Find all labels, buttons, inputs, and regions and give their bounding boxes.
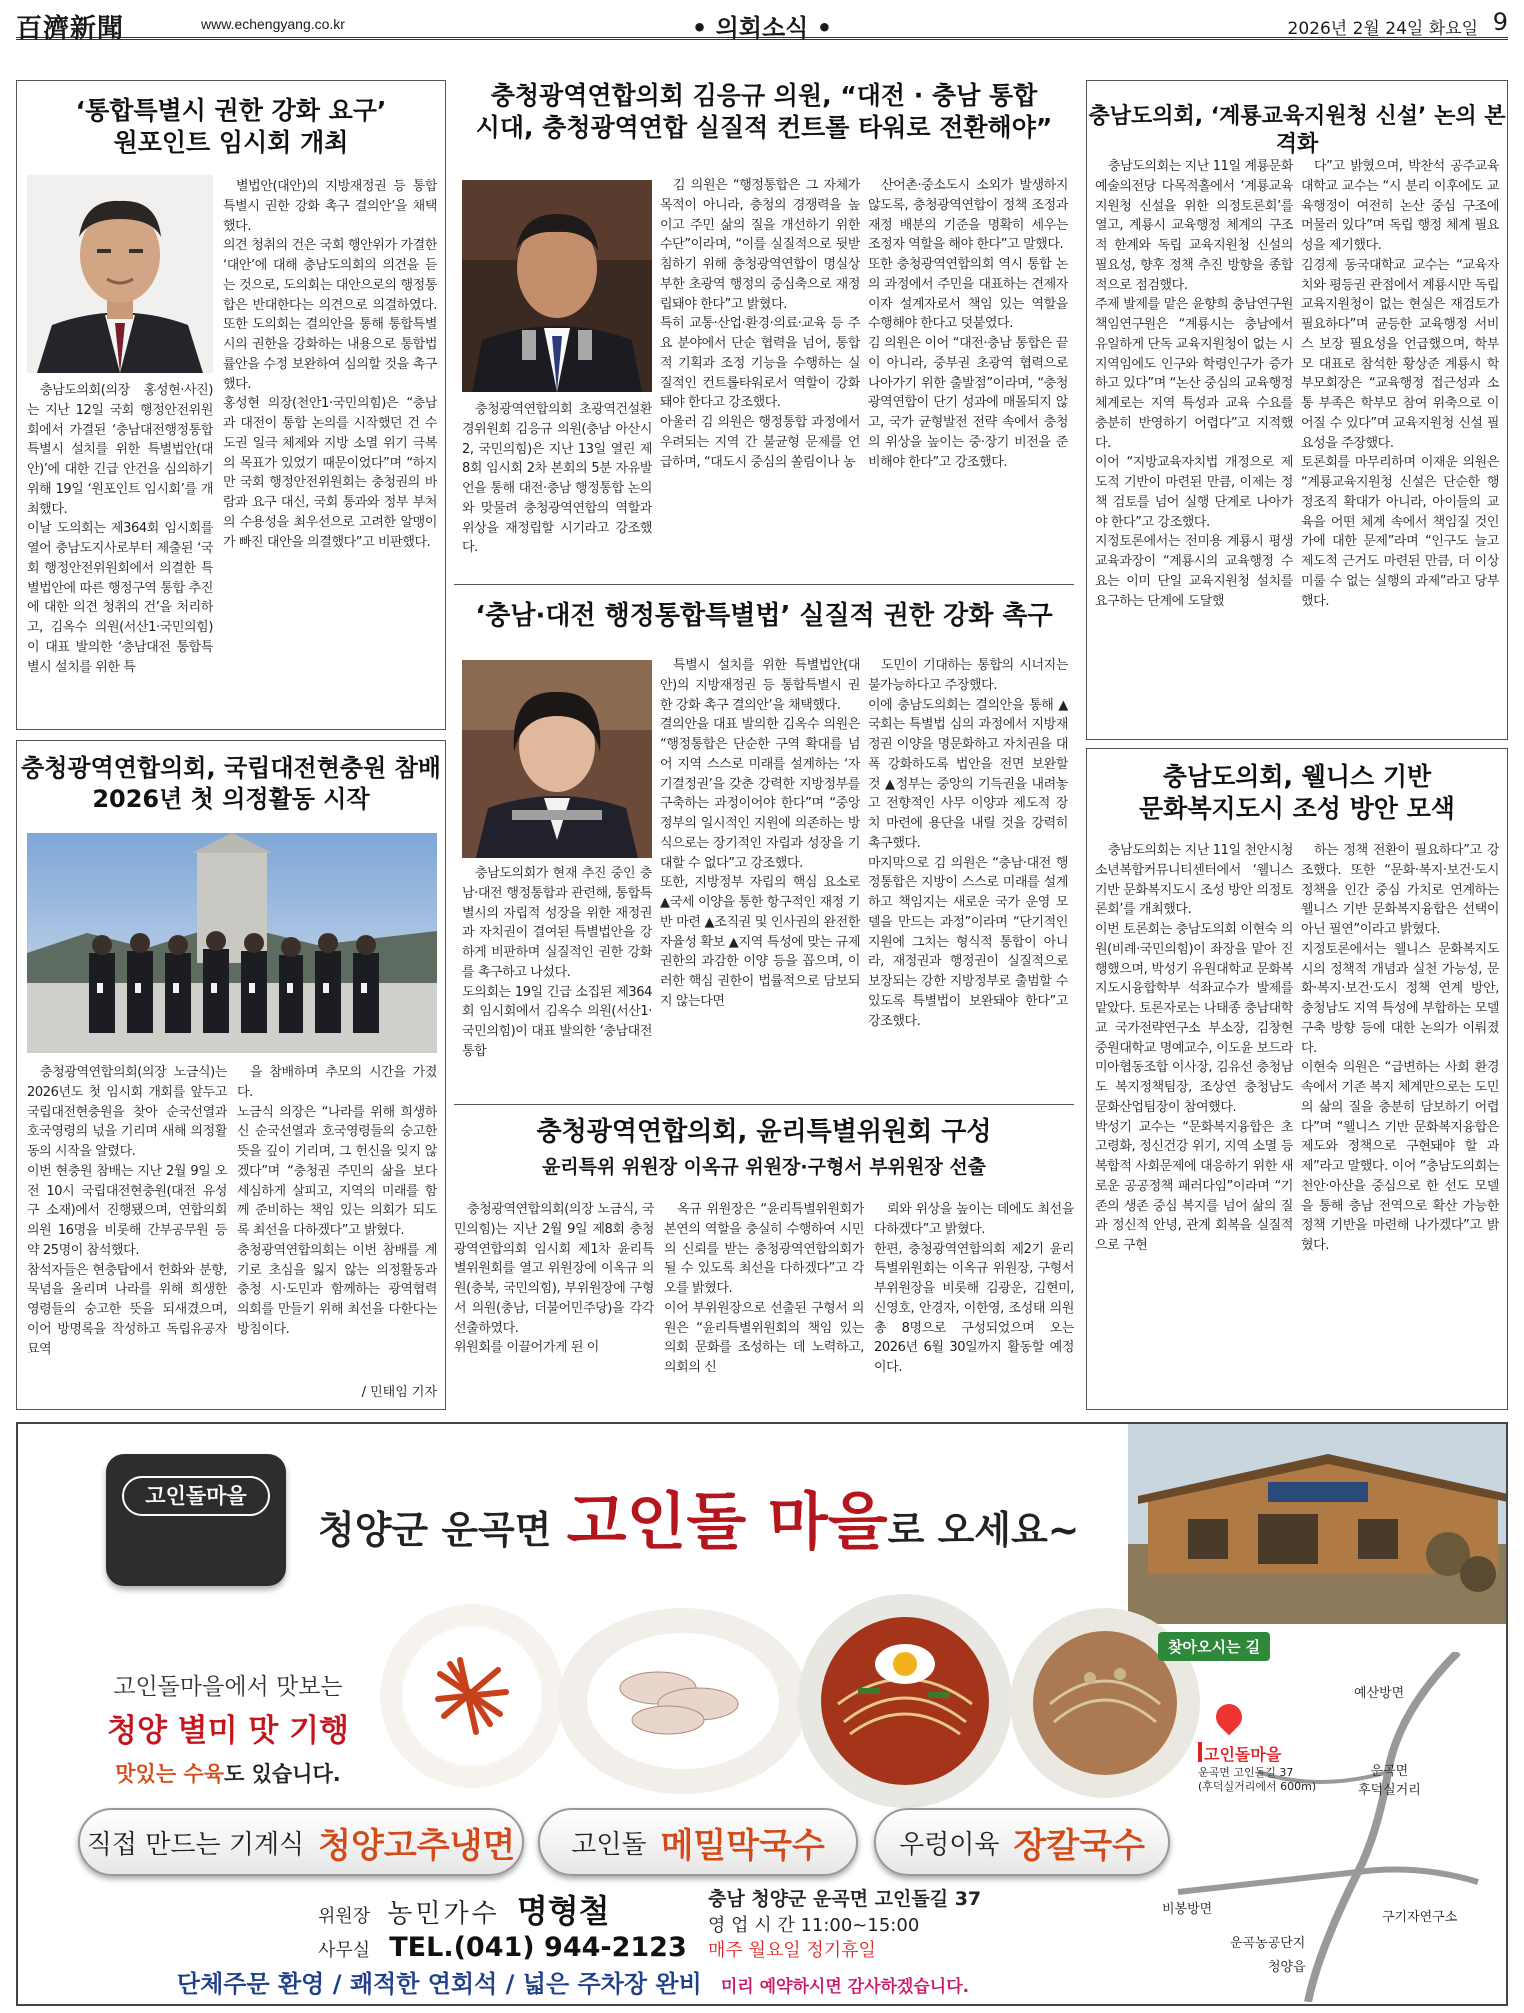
article-title: 충청광역연합의회 김응규 의원, “대전 · 충남 통합 시대, 충청광역연합 실질적 컨트롤 타워로 전환해야” (475, 81, 1053, 142)
article-kim-eung-kyu (454, 72, 1074, 582)
map-label: 청양읍 (1268, 1960, 1306, 1975)
divider (454, 584, 1074, 585)
owner-info: 위원장 농민가수 명형철 (318, 1892, 610, 1930)
newspaper-logo: 百濟新聞 (16, 14, 125, 44)
dish-cold-noodles (798, 1594, 1012, 1808)
restaurant-building-photo (1128, 1424, 1508, 1624)
village-stamp-logo (106, 1454, 286, 1586)
page-header (16, 6, 1508, 44)
menu-item-buckwheat: 고인돌 메밀막국수 (538, 1808, 858, 1876)
article-column-1: 충남도의회(의장 홍성현·사진)는 지난 12일 국회 행정안전위원회에서 가결된 ‘충남대전행정통합특별시 설치를 위한 특별법안(대안)’에 대한 긴급 안건을 심의하기 위해 19일 ‘원포인트 임시회’를 개최했다. 이날 도의회는 제364회 임시회를 열어 충남도지사로부터 제출된 ‘국회 행정안전위원회에서 의결한 특별법안에 따른 행정구역 통합 추진에 대한 의견 청취의 건’을 처리하고, 김옥수 의원(서산1·국민의힘)이 대표 발의한 ‘충남대전 통합특별시 설치를 위한 특 (27, 383, 213, 675)
article-column-1: 충청광역연합의회(의장 노금식)는 2026년도 첫 임시회 개회를 앞두고 국립대전현충원을 찾아 순국선열과 호국영령의 넋을 기리며 새해 의정활동의 시작을 알렸다. 이번 현충원 참배는 지난 2월 9일 오전 10시 국립대전현충원(대전 유성구 소재)에서 진행됐으며, 연합의회 의원 16명을 비롯해 간부공무원 등 약 25명이 참석했다. 참석자들은 현충탑에서 헌화와 분향, 묵념을 올리며 나라를 위해 희생한 영령들의 숭고한 뜻을 되새겼으며, 이어 방명록을 작성하고 독립유공자 묘역 (27, 1065, 227, 1357)
article-column-1: 김 의원은 “행정통합은 그 자체가 목적이 아니라, 충청의 경쟁력을 높이고 주민 삶의 질을 개선하기 위한 수단”이라며, “이를 실질적으로 뒷받침하기 위해 충청광역연합이 명실상부한 초광역 행정의 중심축으로 재정립돼야 한다”고 밝혔다. 특히 교통·산업·환경·의료·교육 등 주요 분야에서 단순 협력을 넘어, 통합적 기획과 조정 기능을 수행하는 실질적인 컨트롤타워로서 역할이 강화돼야 한다고 강조했다. 아울러 김 의원은 행정통합 과정에서 우려되는 지역 간 불균형 문제를 언급하며, “대도시 중심의 쏠림이나 농 (660, 178, 860, 470)
stamp-text: 고인돌마을 (122, 1476, 270, 1516)
article-column-1: 충청광역연합의회(의장 노금식, 국민의힘)는 지난 2월 9일 제8회 충청광역연합의회 임시회 제1차 윤리특별위원회를 열고 위원장에 이옥규 의원(충북, 국민의힘), 부위원장에 구형서 의원(충남, 더불어민주당)을 각각 선출하였다. 위원회를 이끌어가게 된 이 (454, 1202, 654, 1356)
article-title: ‘충남·대전 행정통합특별법’ 실질적 권한 강화 촉구 (475, 601, 1053, 631)
page-number: 9 (1492, 8, 1508, 36)
ad-headline (318, 1472, 1080, 1561)
article-column-3: 뢰와 위상을 높이는 데에도 최선을 다하겠다”고 밝혔다. 한편, 충청광역연합의회 제2기 윤리특별위원회는 이옥규 위원장, 구형서 부위원장을 비롯해 김광운, 김현미, 신영호, 안경자, 이한영, 조성태 의원 총 8명으로 구성되었으며 오는 2026년 6월 30일까지 활동할 예정이다. (874, 1202, 1074, 1375)
article-title: ‘통합특별시 권한 강화 요구’ 원포인트 임시회 개최 (75, 96, 387, 157)
section-title: • 의회소식 • (691, 14, 833, 42)
byline: / 민태임 기자 (361, 1385, 437, 1400)
article-subtitle: 윤리특위 위원장 이옥규 위원장·구형서 부위원장 선출 (541, 1156, 987, 1179)
article-column-2: 옥규 위원장은 “윤리특별위원회가 본연의 역할을 충실히 수행하여 시민의 신뢰를 받는 충청광역연합의회가 될 수 있도록 최선을 다하겠다”고 각오를 밝혔다. 이어 부위원장으로 선출된 구형서 의원은 “윤리특별위원회의 책임 있는 의회 문화를 조성하는 데 노력하고, 의회의 신 (664, 1202, 864, 1375)
article-title: 충남도의회, ‘계룡교육지원청 신설’ 논의 본격화 (1088, 104, 1506, 158)
map-label: 비봉방면 (1162, 1902, 1213, 1917)
menu-item-cold-noodles: 직접 만드는 기계식 청양고추냉면 (78, 1808, 524, 1876)
office-phone: 사무실 TEL.(041) 944-2123 (318, 1932, 687, 1963)
map-address: 운곡면 고인돌길 37 (후덕실거리에서 600m) (1198, 1766, 1317, 1794)
map-place: 고인돌마을 (1204, 1745, 1282, 1764)
article-column-2: 을 참배하며 추모의 시간을 가졌다. 노금식 의장은 “나라를 위해 희생하신 순국선열과 호국영령들의 숭고한 뜻을 깊이 기리며, 그 헌신을 잊지 않겠다”며 “충청권 주민의 삶을 보다 세심하게 살피고, 지역의 미래를 함께 준비하는 책임 있는 의회가 되도록 최선을 다하겠다”고 밝혔다. 충청광역연합의회는 이번 참배를 계기로 초심을 잃지 않는 의정활동과 충청 시·도민과 함께하는 광역협력 의회를 만들기 위해 최선을 다한다는 방침이다. (237, 1065, 437, 1337)
article-gyeryong-education (1086, 80, 1508, 740)
site-url[interactable]: www.echengyang.co.kr (201, 16, 345, 32)
article-column-1: 특별시 설치를 위한 특별법안(대안)의 지방재정권 등 통합특별시 권한 강화 촉구 결의안’을 채택했다. 결의안을 대표 발의한 김옥수 의원은 “행정통합은 단순한 구역 확대를 넘어 지역 스스로 미래를 설계하는 ‘자기결정권’을 갖춘 강력한 지방정부를 구축하는 과정이어야 한다”며 “중앙정부의 일시적인 지원에 의존하는 방식으로는 장기적인 자립과 성장을 기대할 수 없다”고 강조했다. 또한, 지방정부 자립의 핵심 요소로 ▲국세 이양을 통한 항구적인 재정 기반 마련 ▲조직권 및 인사권의 완전한 자율성 확보 ▲지역 특성에 맞는 규제 권한의 과감한 이양 등을 꼽으며, 이러한 핵심 권한이 법률적으로 담보되지 않는다면 (660, 658, 860, 1009)
issue-date: 2026년 2월 24일 화요일 (1287, 19, 1478, 39)
article-column-2: 별법안(대안)의 지방재정권 등 통합특별시 권한 강화 촉구 결의안’을 채택했다. 의견 청취의 건은 국회 행안위가 가결한 ‘대안’에 대해 충남도의회의 의견을 듣는 것으로, 도의회는 대안으로의 행정통합은 반대한다는 의견으로 의결하였다. 또한 도의회는 결의안을 통해 통합특별시의 권한을 강화하는 내용으로 통합법률안을 수정 보완하여 심의할 것을 촉구했다. 홍성현 의장(천안1·국민의힘)은 “충남과 대전이 통합 논의를 시작했던 건 수도권 일극 체제와 지방 소멸 위기 극복의 목표가 있었기 때문이었다”며 “하지만 국회 행정안전위원회는 충청권의 바람과 요구 대신, 국회 통과와 정부 부처의 수용성을 최우선으로 고려한 알맹이가 빠진 대안을 의결했다”고 비판했다. (223, 179, 437, 550)
photo-caption: 충남도의회가 현재 추진 중인 충남·대전 행정통합과 관련해, 통합특별시의 자립적 성장을 위한 재정권과 자치권이 결여된 특별법안을 강하게 비판하며 실질적인 권한 강화를 촉구하고 나섰다. 도의회는 19일 긴급 소집된 제364회 임시회에서 김옥수 의원(서산1·국민의힘)이 대표 발의한 ‘충남대전통합 (462, 866, 652, 1059)
map-label: 운곡면 후덕실거리 (1358, 1764, 1421, 1798)
headline-main: 고인돌 마을 (566, 1485, 888, 1558)
dish-boiled-pork (558, 1608, 808, 1794)
article-ethics-committee (454, 1110, 1074, 1410)
directions-map (1158, 1632, 1498, 2002)
article-title: 충청광역연합의회, 윤리특별위원회 구성 (536, 1117, 992, 1147)
portrait-photo-kim-eung-kyu (462, 180, 652, 392)
portrait-photo-hong (27, 175, 213, 373)
map-label: 구기자연구소 (1382, 1910, 1458, 1925)
article-column-2: 하는 정책 전환이 필요하다”고 강조했다. 또한 “문화·복지·보건·도시 정책을 인간 중심 가치로 연계하는 웰니스 기반 문화복지융합은 선택이 아닌 필연”이라고 밝혔다. 지정토론에서는 웰니스 문화복지도시의 정책적 개념과 실천 가능성, 문화·복지·보건·도시 정책 연계 방안, 충청남도 지역 특성에 부합하는 모델 구축 방향 등에 대한 논의가 이뤄졌다. 이현숙 의원은 “급변하는 사회 환경 속에서 기존 복지 체계만으로는 도민의 삶의 질을 충분히 담보하기 어렵다”며 “웰니스 기반 문화복지융합은 제도와 정책으로 구현돼야 할 과제”라고 말했다. 이어 “충남도의회는 천안·아산을 중심으로 한 선도 모델을 통해 충남 전역으로 확산 가능한 정책 기반을 마련해 나가겠다”고 밝혔다. (1301, 843, 1499, 1253)
article-column-1: 충남도의회는 지난 11일 천안시청소년복합커뮤니티센터에서 ‘웰니스 기반 문화복지도시 조성 방안 의정토론회’를 개최했다. 이번 토론회는 충남도의회 이현숙 의원(비례·국민의힘)이 좌장을 맡아 진행했으며, 박성기 유원대학교 문화복지도시융합학부 석좌교수가 발제를 맡았다. 토론자로는 나태종 충남대학교 국가전략연구소 부소장, 김창현 중원대학교 명예교수, 이도윤 보드라미아협동조합 이사장, 김유선 충청남도 복지정책팀장, 조상연 충청남도 문화산업팀장이 참여했다. 박성기 교수는 “문화복지융합은 초고령화, 정신건강 위기, 지역 소멸 등 복합적 사회문제에 대응하기 위한 새로운 공공정책 패러다임”이라며 “기존의 생존 중심 복지를 넘어 삶의 질과 정신적 안녕, 관계 회복을 실질적으로 구현 (1095, 843, 1293, 1253)
restaurant-advertisement (16, 1422, 1508, 2006)
map-label: 예산방면 (1354, 1686, 1405, 1701)
article-column-2: 도민이 기대하는 통합의 시너지는 불가능하다고 주장했다. 이에 충남도의회는 결의안을 통해 ▲국회는 특별법 심의 과정에서 지방재정권 이양을 명문화하고 자치권을 대폭 강화하도록 법안을 전면 보완할 것 ▲정부는 중앙의 기득권을 내려놓고 전향적인 사무 이양과 제도적 장치 마련에 용단을 내릴 것을 강력히 촉구했다. 마지막으로 김 의원은 “충남·대전 행정통합은 지방이 스스로 미래를 설계하고 책임지는 새로운 국가 운영 모델을 만드는 과정”이라며 “단기적인 지원에 그치는 형식적 통합이 아니라, 재정권과 행정권이 실질적으로 보장되는 강한 지방정부로 출범할 수 있도록 특별법이 보완돼야 한다”고 강조했다. (868, 658, 1068, 1029)
portrait-photo-kim-ok-su (462, 660, 652, 858)
article-title: 충남도의회, 웰니스 기반 문화복지도시 조성 방안 모색 (1139, 762, 1455, 823)
dish-pickled-radish (380, 1604, 564, 1788)
group-photo-cemetery (27, 833, 437, 1053)
article-title: 충청광역연합의회, 국립대전현충원 참배 2026년 첫 의정활동 시작 (21, 754, 441, 813)
article-special-act-authority (454, 590, 1074, 1090)
address-hours: 충남 청양군 운곡면 고인돌길 37 영 업 시 간 11:00~15:00 매주 월요일 정기휴일 (708, 1888, 982, 1961)
article-column-2: 산어촌·중소도시 소외가 발생하지 않도록, 충청광역연합이 정책 조정과 재정 배분의 기준을 명확히 세우는 조정자 역할을 해야 한다”고 말했다. 또한 충청광역연합의회 역시 통합 논의 과정에서 주민을 대표하는 견제자이자 설계자로서 책임 있는 역할을 수행해야 한다고 덧붙였다. 김 의원은 이어 “대전·충남 통합은 끝이 아니라, 중부권 초광역 협력으로 나아가기 위한 출발점”이라며, “충청광역연합이 단기 성과에 매몰되지 않고, 국가 균형발전 전략 속에서 충청의 위상을 높이는 중·장기 비전을 준비해야 한다”고 강조했다. (868, 178, 1068, 470)
ad-tagline: 고인돌마을에서 맛보는 청양 별미 맛 기행 맛있는 수육도 있습니다. (107, 1674, 349, 1786)
article-column-2: 다”고 밝혔으며, 박찬석 공주교육대학교 교수는 “시 분리 이후에도 교육행정이 여전히 논산 중심 구조에 머물러 있다”며 독립 행정 체계 필요성을 제기했다. 김경제 동국대학교 교수는 “교육자치와 평등권 관점에서 계룡시만 독립 교육지원청이 없는 현실은 재검토가 필요하다”며 균등한 교육행정 서비스 보장 필요성을 언급했으며, 학부모 대표로 참석한 황상준 계룡시 학부모회장은 “교육행정 접근성과 소통 부족은 학부모 참여 위축으로 이어질 수 있다”며 교육지원청 신설 필요성을 주장했다. 토론회를 마무리하며 이재운 의원은 “계룡교육지원청 신설은 단순한 행정조직 확대가 아니라, 아이들의 교육을 어떤 체계 속에서 책임질 것인가에 대한 문제”라며 “인구도 늘고 제도적 근거도 마련된 만큼, 더 이상 미룰 수 없는 실행의 과제”라고 당부했다. (1301, 159, 1499, 609)
photo-caption: 충청광역연합의회 초광역건설환경위원회 김응규 의원(충남 아산시2, 국민의힘)은 지난 13일 열린 제8회 임시회 2차 본회의 5분 자유발언을 통해 대전·충남 행정통합 논의와 맞물려 충청광역연합의 역할과 위상을 재정립할 시기라고 강조했다. (462, 402, 652, 556)
menu-item-kalguksu: 우렁이육 장칼국수 (874, 1808, 1170, 1876)
divider (454, 1104, 1074, 1105)
headline-prefix: 청양군 운곡면 (318, 1508, 552, 1552)
article-special-city-session (16, 80, 446, 730)
article-national-cemetery (16, 740, 446, 1410)
article-column-1: 충남도의회는 지난 11일 계룡문화예술의전당 다목적홀에서 ‘계룡교육지원청 신설을 위한 의정토론회’를 열고, 계룡시 교육행정 체계의 구조적 한계와 독립 교육지원청 신설의 필요성, 향후 정책 추진 방향을 종합적으로 점검했다. 주제 발제를 맡은 윤향희 충남연구원 책임연구원은 “계룡시는 충남에서 유일하게 단독 교육지원청이 없는 시 지역임에도 인구와 학령인구가 증가하고 있다”며 “논산 중심의 교육행정 체계로는 지역 특성과 교육 수요를 충분히 반영하기 어렵다”고 지적했다. 이어 “지방교육자치법 개정으로 제도적 기반이 마련된 만큼, 이제는 정책 검토를 넘어 실행 단계로 나아가야 한다”고 강조했다. 지정토론에서는 전미용 계룡시 평생교육과장이 “계룡시의 교육행정 수요는 이미 단일 교육지원청 설치를 요구하는 단계에 도달했 (1095, 159, 1293, 609)
map-title: 찾아오시는 길 (1158, 1632, 1270, 1661)
bottom-banner: 단체주문 환영 / 쾌적한 연회석 / 넓은 주차장 완비 미리 예약하시면 감사하겠습니다. (176, 1970, 970, 1998)
article-wellness-city (1086, 748, 1508, 1410)
headline-suffix: 로 오세요~ (887, 1508, 1080, 1552)
map-label: 운곡농공단지 (1230, 1936, 1306, 1951)
